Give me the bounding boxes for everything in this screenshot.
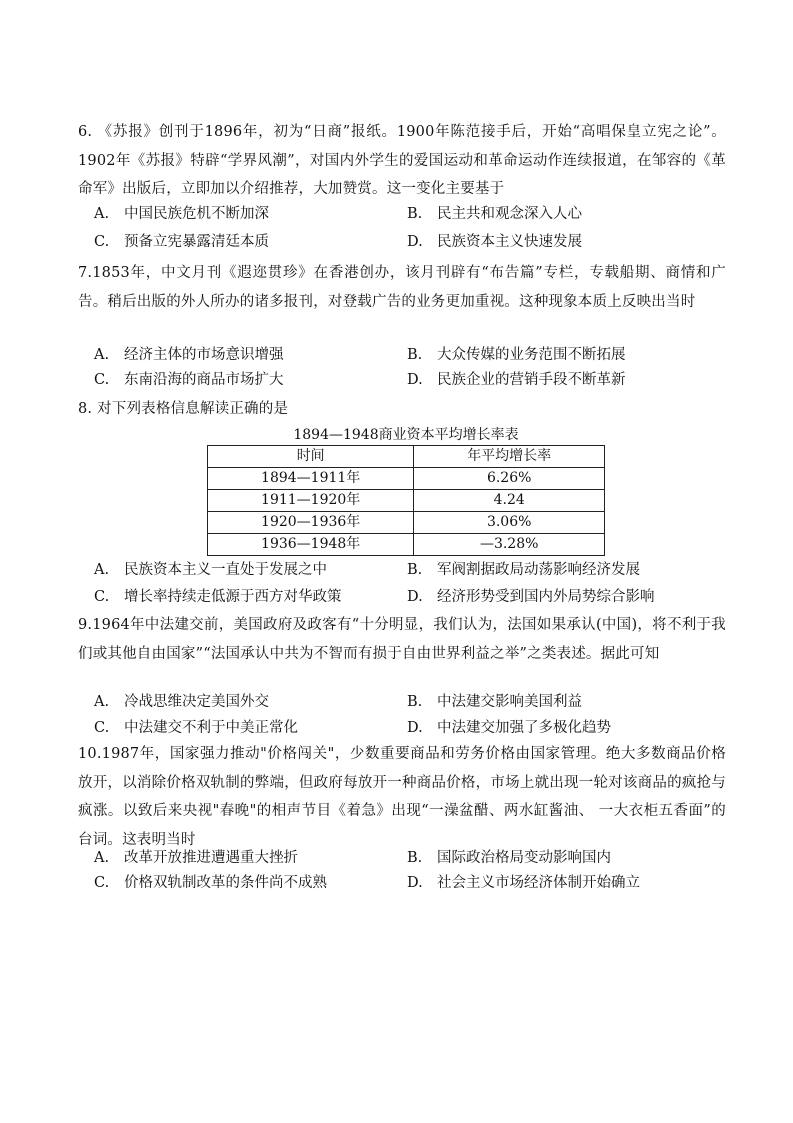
option-a xyxy=(94,201,269,227)
option-text: 东南沿海的商品市场扩大 xyxy=(124,372,284,388)
question-7-options-row-1 xyxy=(94,342,734,368)
option-d xyxy=(407,229,582,255)
option-key: A. xyxy=(94,850,110,866)
question-6-options-row-1 xyxy=(94,201,734,227)
option-text: 经济主体的市场意识增强 xyxy=(124,347,284,363)
option-text: 增长率持续走低源于西方对华政策 xyxy=(124,589,342,605)
option-key: B. xyxy=(407,347,423,363)
option-key: C. xyxy=(94,589,110,605)
option-text: 经济形势受到国内外局势综合影响 xyxy=(437,589,655,605)
question-6-stem: 6. 《苏报》创刊于1896年，初为“日商”报纸。1900年陈范接手后，开始“高唱保皇立宪之论”。1902年《苏报》特辟“学界风潮”，对国内外学生的爱国运动和革命运动作连续报道，在邹容的《革命军》出版后，立即加以介绍推荐，大加赞赏。这一变化主要基于 xyxy=(78,124,726,197)
option-b xyxy=(407,342,626,368)
question-9-stem: 9.1964年中法建交前，美国政府及政客有“十分明显，我们认为，法国如果承认(中国)，将不利于我们或其他自由国家”“法国承认中共为不智而有损于自由世界利益之举”之类表述。据此可知 xyxy=(78,617,726,662)
option-key: D. xyxy=(407,720,423,736)
table-cell: 3.06% xyxy=(414,512,605,534)
option-text: 民族资本主义快速发展 xyxy=(437,234,582,250)
option-key: A. xyxy=(94,562,110,578)
option-key: B. xyxy=(407,850,423,866)
option-c xyxy=(94,715,298,741)
option-key: A. xyxy=(94,694,110,710)
option-c xyxy=(94,229,269,255)
option-d xyxy=(407,870,640,896)
option-text: 大众传媒的业务范围不断拓展 xyxy=(437,347,626,363)
option-key: A. xyxy=(94,347,110,363)
table-cell: 4.24 xyxy=(414,490,605,512)
question-10-options-row-1 xyxy=(94,845,734,871)
option-text: 国际政治格局变动影响国内 xyxy=(437,850,611,866)
option-key: A. xyxy=(94,206,110,222)
option-key: C. xyxy=(94,372,110,388)
option-a xyxy=(94,342,284,368)
option-text: 中国民族危机不断加深 xyxy=(124,206,269,222)
option-text: 民族资本主义一直处于发展之中 xyxy=(124,562,327,578)
option-text: 冷战思维决定美国外交 xyxy=(124,694,269,710)
option-key: D. xyxy=(407,589,423,605)
option-text: 民主共和观念深入人心 xyxy=(437,206,582,222)
option-key: D. xyxy=(407,372,423,388)
option-b xyxy=(407,845,611,871)
question-10-options-row-2 xyxy=(94,870,734,896)
option-key: C. xyxy=(94,720,110,736)
option-key: B. xyxy=(407,562,423,578)
option-text: 民族企业的营销手段不断革新 xyxy=(437,372,626,388)
option-text: 社会主义市场经济体制开始确立 xyxy=(437,875,640,891)
option-d xyxy=(407,715,611,741)
question-8-options-row-2 xyxy=(94,584,734,610)
question-7-stem: 7.1853年，中文月刊《遐迩贯珍》在香港创办，该月刊辟有“布告篇”专栏，专载船期、商情和广告。稍后出版的外人所办的诸多报刊，对登载广告的业务更加重视。这种现象本质上反映出当时 xyxy=(78,265,726,310)
option-a xyxy=(94,557,327,583)
option-text: 价格双轨制改革的条件尚不成熟 xyxy=(124,875,327,891)
option-text: 中法建交加强了多极化趋势 xyxy=(437,720,611,736)
option-text: 军阀割据政局动荡影响经济发展 xyxy=(437,562,640,578)
option-c xyxy=(94,584,342,610)
table-cell: 1920—1936年 xyxy=(208,512,414,534)
table-cell: 1936—1948年 xyxy=(208,534,414,556)
table-cell: 1894—1911年 xyxy=(208,468,414,490)
option-c xyxy=(94,367,284,393)
question-9-options-row-1 xyxy=(94,689,734,715)
option-text: 中法建交不利于中美正常化 xyxy=(124,720,298,736)
option-a xyxy=(94,845,298,871)
table-header: 时间 xyxy=(208,446,414,468)
option-b xyxy=(407,689,582,715)
question-6-options-row-2 xyxy=(94,229,734,255)
question-9-options-row-2 xyxy=(94,715,734,741)
question-8-options-row-1 xyxy=(94,557,734,583)
option-key: D. xyxy=(407,234,423,250)
table-cell: 6.26% xyxy=(414,468,605,490)
option-key: D. xyxy=(407,875,423,891)
table-row xyxy=(208,534,605,556)
option-key: C. xyxy=(94,875,110,891)
table-header: 年平均增长率 xyxy=(414,446,605,468)
growth-rate-table xyxy=(207,445,605,556)
option-text: 中法建交影响美国利益 xyxy=(437,694,582,710)
table-row xyxy=(208,468,605,490)
option-d xyxy=(407,367,626,393)
question-10-stem: 10.1987年，国家强力推动"价格闯关"，少数重要商品和劳务价格由国家管理。绝大多数商品价格放开，以消除价格双轨制的弊端，但政府每放开一种商品价格，市场上就出现一轮对该商品的疯抢与疯涨。以致后来央视"春晚"的相声节目《着急》出现“一澡盆醋、两水缸酱油、 一大衣柜五香面”的台词。这表明当时 xyxy=(78,746,726,848)
option-key: B. xyxy=(407,206,423,222)
table-cell: 1911—1920年 xyxy=(208,490,414,512)
option-b xyxy=(407,557,640,583)
option-d xyxy=(407,584,655,610)
question-7-options-row-2 xyxy=(94,367,734,393)
table-row xyxy=(208,512,605,534)
question-8-stem: 8. 对下列表格信息解读正确的是 xyxy=(78,401,289,417)
option-text: 预备立宪暴露清廷本质 xyxy=(124,234,269,250)
table-header-row xyxy=(208,446,605,468)
table-row xyxy=(208,490,605,512)
option-c xyxy=(94,870,327,896)
table-cell: —3.28% xyxy=(414,534,605,556)
option-key: B. xyxy=(407,694,423,710)
option-text: 改革开放推进遭遇重大挫折 xyxy=(124,850,298,866)
option-b xyxy=(407,201,582,227)
option-key: C. xyxy=(94,234,110,250)
option-a xyxy=(94,689,269,715)
table-title: 1894—1948商业资本平均增长率表 xyxy=(293,427,519,443)
